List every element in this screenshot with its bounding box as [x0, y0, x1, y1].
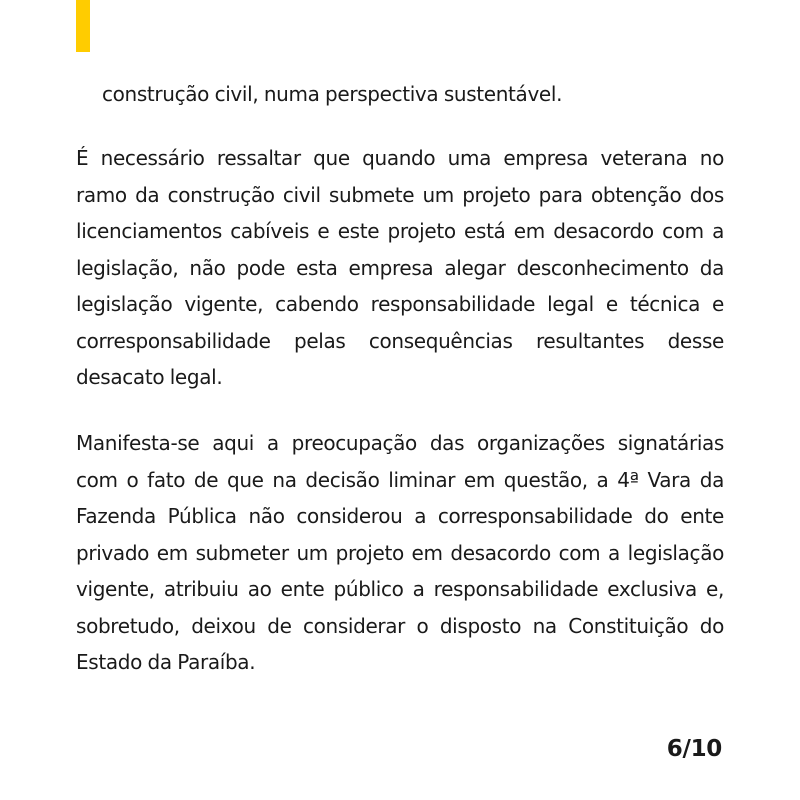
page-number: 6/10 [666, 736, 722, 762]
paragraph-2: Manifesta-se aqui a preocupação das organizações signatárias com o fato de que na decisão liminar em questão, a 4ª Vara da Fazenda Pública não considerou a corresponsabilidade do ente privado em submeter um projeto em desacordo com a legislação vigente, atribuiu ao ente público a responsabilidade exclusiva e, sobretudo, deixou de considerar o disposto na Constituição do Estado da Paraíba. [76, 431, 724, 674]
paragraph-1: É necessário ressaltar que quando uma empresa veterana no ramo da construção civil submete um projeto para obtenção dos licenciamentos cabíveis e este projeto está em desacordo com a legislação, não pode esta empresa alegar desconhecimento da legislação vigente, cabendo responsabilidade legal e técnica e corresponsabilidade pelas consequências resultantes desse desacato legal. [76, 146, 724, 389]
continuation-text: construção civil, numa perspectiva sustentável. [102, 82, 563, 106]
accent-bar [76, 0, 90, 52]
